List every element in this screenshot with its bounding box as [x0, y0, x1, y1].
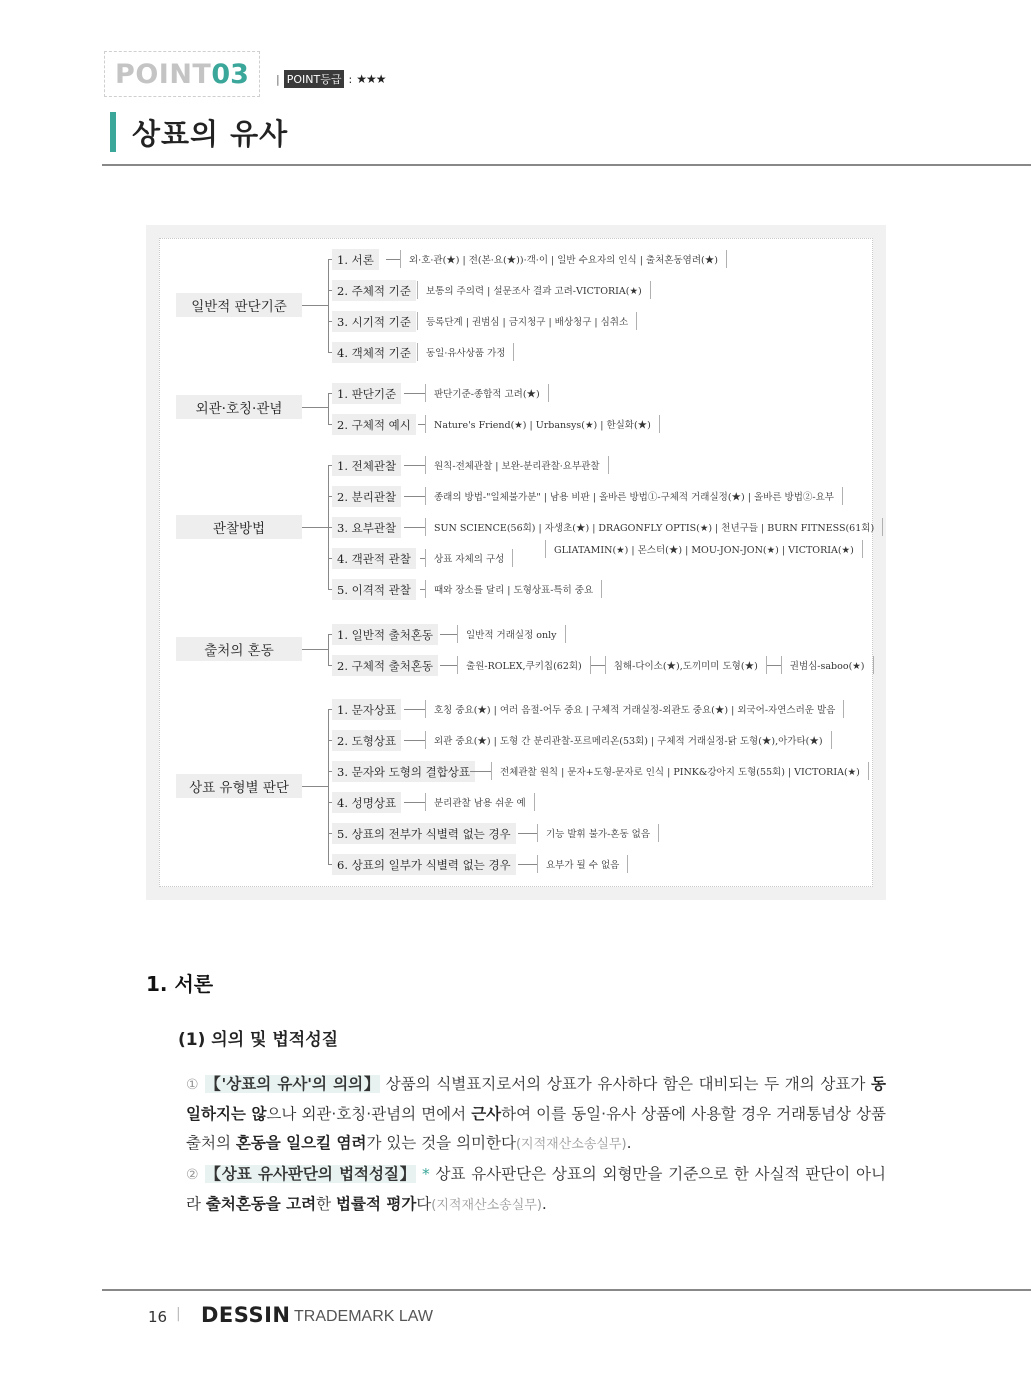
emphasis: 출처혼동을 고려 [205, 1195, 317, 1213]
connector-line [418, 424, 425, 425]
connector-line [404, 393, 425, 394]
text: 으나 외관·호칭·관념의 면에서 [266, 1105, 472, 1123]
emphasis: 법률적 평가 [336, 1195, 417, 1213]
item-description: 일반적 거래실정 only [457, 625, 566, 643]
category-box: 외관·호칭·관념 [176, 395, 302, 419]
emphasis: 근사 [471, 1105, 502, 1123]
item-heading: 【'상표의 유사'의 의의】 [205, 1075, 381, 1093]
item-description: 분리관찰 남용 쉬운 예 [425, 793, 535, 811]
brand-logo: DESSIN [201, 1303, 291, 1327]
item-box: 4. 객관적 관찰 [332, 548, 416, 569]
text: 상표 유사판단은 상표의 외형만을 기준으로 한 사실적 판단이 아니라 [186, 1165, 886, 1213]
item-box: 1. 판단기준 [332, 383, 401, 404]
connector-line [591, 665, 605, 666]
item-description: GLIATAMIN(★) | 몬스터(★) | MOU-JON-JON(★) | VICTORIA(★) [545, 540, 863, 558]
connector-line [518, 833, 537, 834]
paragraph-2 [186, 1160, 886, 1220]
connector-line [302, 649, 328, 650]
item-description: 등록단계 | 권범심 | 금지청구 | 배상청구 | 심취소 [417, 312, 637, 330]
grade-separator: | [276, 72, 280, 86]
item-heading: 【상표 유사판단의 법적성질】 [205, 1165, 417, 1183]
brand-subtitle: TRADEMARK LAW [294, 1308, 433, 1325]
item-box: 1. 전체관찰 [332, 455, 401, 476]
point-number: 03 [211, 58, 249, 90]
point-word: POINT [115, 58, 212, 90]
connector-line [440, 665, 457, 666]
item-description: 호칭 중요(★) | 여러 음절-어두 중요 | 구체적 거래실정-외관도 중요(★) | 외국어-자연스러운 발음 [425, 700, 844, 718]
item-box: 2. 주체적 기준 [332, 280, 416, 301]
connector-line [302, 786, 328, 787]
item-description: 침해-다이소(★),도끼미미 도형(★) [605, 656, 767, 674]
grade-tag: POINT등급 [284, 70, 345, 88]
item-box: 4. 성명상표 [332, 792, 401, 813]
item-description: Nature's Friend(★) | Urbansys(★) | 한실화(★) [425, 415, 660, 433]
item-box: 1. 일반적 출처혼동 [332, 624, 438, 645]
grade-stars: ★★★ [356, 72, 386, 86]
text: . [541, 1195, 547, 1213]
item-box: 2. 분리관찰 [332, 486, 401, 507]
item-description: 종래의 방법-"일체불가분" | 남용 비판 | 올바른 방법①-구체적 거래실정(★) | 올바른 방법②-요부 [425, 487, 843, 505]
category-box: 출처의 혼동 [176, 637, 302, 661]
connector-line [302, 305, 328, 306]
item-box: 2. 구체적 예시 [332, 414, 416, 435]
item-description: 판단기준-종합적 고려(★) [425, 384, 549, 402]
item-box: 2. 도형상표 [332, 730, 401, 751]
connector-line [518, 864, 537, 865]
text: 가 있는 것을 의미한다 [366, 1134, 516, 1152]
item-description: 보통의 주의력 | 설문조사 결과 고려-VICTORIA(★) [417, 281, 651, 299]
paragraph-1 [186, 1070, 886, 1159]
connector-line [386, 259, 400, 260]
item-description: 권범심-saboo(★) [781, 656, 874, 674]
footer-separator: | [176, 1306, 181, 1322]
asterisk-mark: * [416, 1165, 430, 1183]
item-description: 외관 중요(★) | 도형 간 분리관찰-포르메리온(53회) | 구체적 거래실정-닭 도형(★),아가타(★) [425, 731, 832, 749]
source-note: (지적재산소송실무) [431, 1198, 542, 1213]
item-description: 때와 장소를 달리 | 도형상표-특히 중요 [425, 580, 602, 598]
item-box: 3. 시기적 기준 [332, 311, 416, 332]
grade-colon: : [348, 72, 353, 86]
item-description: SUN SCIENCE(56회) | 자생초(★) | DRAGONFLY OPTIS(★) | 천년구들 | BURN FITNESS(61회) [425, 518, 883, 536]
item-box: 3. 문자와 도형의 결합상표 [332, 761, 475, 782]
item-description: 기능 발휘 불가-혼동 없음 [537, 824, 659, 842]
item-number: ② [186, 1167, 200, 1183]
item-box: 6. 상표의 일부가 식별력 없는 경우 [332, 854, 516, 875]
page-title: 상표의 유사 [132, 117, 289, 151]
item-box: 1. 문자상표 [332, 699, 401, 720]
emphasis: 동일하지는 않 [186, 1075, 886, 1123]
connector-line [404, 802, 425, 803]
section-title: 1. 서론 [146, 972, 214, 996]
item-box: 4. 객체적 기준 [332, 342, 416, 363]
page-number: 16 [148, 1308, 168, 1326]
connector-line [404, 465, 425, 466]
item-description: 전체관찰 원칙 | 문자+도형-문자로 인식 | PINK&강아지 도형(55회) | VICTORIA(★) [491, 762, 869, 780]
text: 상품의 식별표지로서의 상표가 유사하다 함은 대비되는 두 개의 상표가 [380, 1075, 871, 1093]
connector-line [404, 496, 425, 497]
connector-line [302, 407, 328, 408]
connector-line [328, 634, 329, 665]
text: . [626, 1134, 632, 1152]
item-description: 요부가 될 수 없음 [537, 855, 628, 873]
connector-line [404, 709, 425, 710]
category-box: 관찰방법 [176, 515, 302, 539]
category-box: 상표 유형별 판단 [176, 774, 302, 798]
connector-line [302, 527, 328, 528]
category-box: 일반적 판단기준 [176, 293, 302, 317]
connector-line [404, 740, 425, 741]
item-description: 출원-ROLEX,쿠키칩(62회) [457, 656, 591, 674]
item-box: 5. 이격적 관찰 [332, 579, 416, 600]
item-box: 1. 서론 [332, 249, 379, 270]
item-description: 외·호·관(★) | 전(본·요(★))·객·이 | 일반 수요자의 인식 | 출처혼동염려(★) [400, 250, 727, 268]
item-description: 상표 자체의 구성 [425, 549, 513, 567]
item-box: 3. 요부관찰 [332, 517, 401, 538]
connector-line [470, 771, 491, 772]
footer-divider [102, 1289, 1031, 1291]
connector-line [328, 259, 329, 352]
connector-line [767, 665, 781, 666]
connector-line [404, 527, 425, 528]
source-note: (지적재산소송실무) [515, 1137, 627, 1152]
text: 한 [316, 1195, 337, 1213]
item-box: 5. 상표의 전부가 식별력 없는 경우 [332, 823, 516, 844]
emphasis: 혼동을 일으킬 염려 [235, 1134, 367, 1152]
item-box: 2. 구체적 출처혼동 [332, 655, 438, 676]
item-description: 원칙-전체관찰 | 보완-분리관찰·요부관찰 [425, 456, 609, 474]
connector-line [440, 634, 457, 635]
text: 하여 이를 동일·유사 상품에 사용할 경우 거래통념상 상품 출처의 [186, 1105, 887, 1152]
item-number: ① [186, 1077, 200, 1093]
subsection-title: (1) 의의 및 법적성질 [178, 1030, 339, 1050]
connector-line [328, 709, 329, 864]
connector-line [328, 393, 329, 424]
item-description: 동일·유사상품 가정 [417, 343, 514, 361]
text: 다 [416, 1195, 432, 1213]
